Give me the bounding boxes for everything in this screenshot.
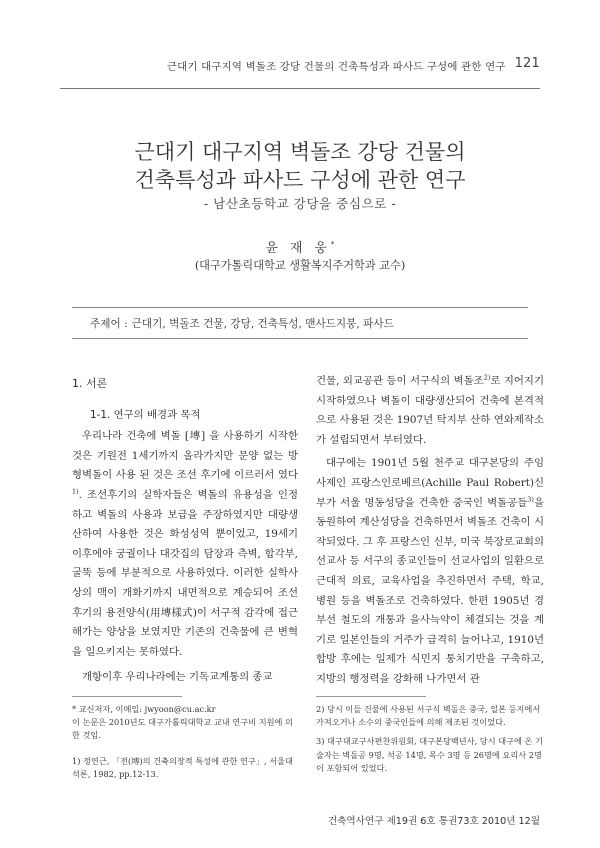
footnotes-left	[72, 703, 298, 781]
body-paragraph: 개항이후 우리나라에는 기독교계통의 종교	[82, 671, 273, 684]
author-name	[60, 237, 540, 256]
running-header	[60, 58, 540, 89]
author-affiliation: (대구가톨릭대학교 생활복지주거학과 교수)	[194, 259, 406, 272]
right-column	[316, 372, 544, 690]
running-title: 근대기 대구지역 벽돌조 강당 건물의 건축특성과 파사드 구성에 관한 연구	[166, 61, 506, 73]
body-paragraph	[72, 427, 298, 662]
paper-title	[60, 138, 540, 194]
footnote-ref: 1)	[72, 487, 79, 496]
body-paragraph	[316, 454, 544, 689]
paragraph-text: . 조선후기의 실학자들은 벽돌의 유용성을 인정하고 벽돌의 사용과 보급을 주장하였지만 대량생산하여 사용한 것은 화성성역 뿐이었고, 19세기 이후에야 궁궐이나 대갓집의 담장과 측벽, 합각부, 굴뚝 등에 부분적으로 사용하였다. 이러한 실학사상의 맥이 개화기까지 내면적으로 계승되어 조선 후기의 용전양식(用塼樣式)이 서구적 감각에 접근해가는 양상을 보였지만 기존의 건축물에 큰 변혁을 일으키지는 못하였다.	[72, 488, 298, 658]
author-mark: *	[330, 240, 335, 249]
footnotes-right	[316, 703, 544, 775]
journal-footer: 건축역사연구 제19권 6호 통권73호 2010년 12월	[327, 816, 540, 827]
author-name-text: 윤 재 웅	[265, 241, 331, 256]
footnote-ref: 2)	[483, 373, 491, 382]
footnote-1: 1) 정연근, 「전(塼)의 건축의장적 특성에 관한 연구」, 서울대 석론, 1982, pp.12-13.	[72, 755, 293, 779]
section-heading: 1. 서론	[72, 377, 108, 390]
paragraph-text: 을 동원하여 계산성당을 건축하면서 벽돌조 건축이 시작되었다. 그 후 프랑스인 신부, 미국 북장로교회의 선교사 등 서구의 종교인들이 선교사업의 일환으로 근대적 의료, 교육사업을 추진하면서 주택, 학교, 병원 등을 벽돌조로 건축하였다. 한편 1905년 경부선 철도의 개통과 을사늑약이 체결되는 것을 계기로 일본인들의 거주가 급격히 늘어나고, 1910년 합방 후에는 일제가 식민지 통치기반을 구축하고, 지방의 행정력을 강화해 나가면서 관	[316, 496, 544, 685]
footnote-rule-right	[316, 696, 426, 697]
title-line-1: 근대기 대구지역 벽돌조 강당 건물의	[134, 140, 466, 164]
left-column	[72, 372, 298, 688]
paragraph-text: 건물, 외교공관 등이 서구식의 벽돌조	[316, 375, 484, 387]
paper-subtitle: - 남산초등학교 강당을 중심으로 -	[203, 196, 397, 211]
funding-note: 이 논문은 2010년도 대구가톨릭대학교 교내 연구비 지원에 의한 것임.	[72, 717, 293, 741]
title-line-2: 건축특성과 파사드 구성에 관한 연구	[134, 168, 466, 192]
keywords-box	[72, 307, 528, 339]
footnote-3: 3) 대구대교구사편찬위원회, 대구본당백년사, 당시 대구에 온 기술자는 벽돌공 9명, 석공 14명, 목수 3명 등 26명에 요리사 2명이 포함되어 있었다.	[316, 736, 543, 773]
footnote-2: 2) 당시 이들 건물에 사용된 서구식 벽돌은 중국, 일본 등지에서 가져오거나 소수의 중국인들에 의해 제조된 것이었다.	[316, 704, 541, 728]
keywords-text: 근대기, 벽돌조 건물, 강당, 건축특성, 맨사드지붕, 파사드	[131, 317, 394, 330]
paragraph-text: 우리나라 건축에 벽돌 [塼] 을 사용하기 시작한 것은 기원전 1세기까지 올라가지만 문양 없는 방형벽돌이 사용 된 것은 조선 후기에 이르러서 였다	[72, 430, 298, 482]
keywords-label: 주제어 :	[90, 317, 128, 330]
paragraph-text: 로 지어지기 시작하였으나 벽돌이 대량생산되어 건축에 본격적으로 사용된 것은 1907년 탁지부 산하 연와제작소가 설립되면서 부터였다.	[316, 375, 544, 446]
footnote-rule-left	[72, 696, 182, 697]
page-number: 121	[514, 56, 540, 71]
body-paragraph	[316, 372, 544, 450]
paragraph-text: 대구에는 1901년 5월 천주교 대구본당의 주임사제인 프랑스인로베르(Achille Paul Robert)신부가 서울 명동성당을 건축한 중국인 벽돌공들	[316, 457, 544, 509]
subsection-heading: 1-1. 연구의 배경과 목적	[90, 408, 201, 421]
author-note: * 교신저자, 이메일: jwyoon@cu.ac.kr	[72, 704, 216, 714]
footnote-ref: 3)	[527, 495, 534, 504]
